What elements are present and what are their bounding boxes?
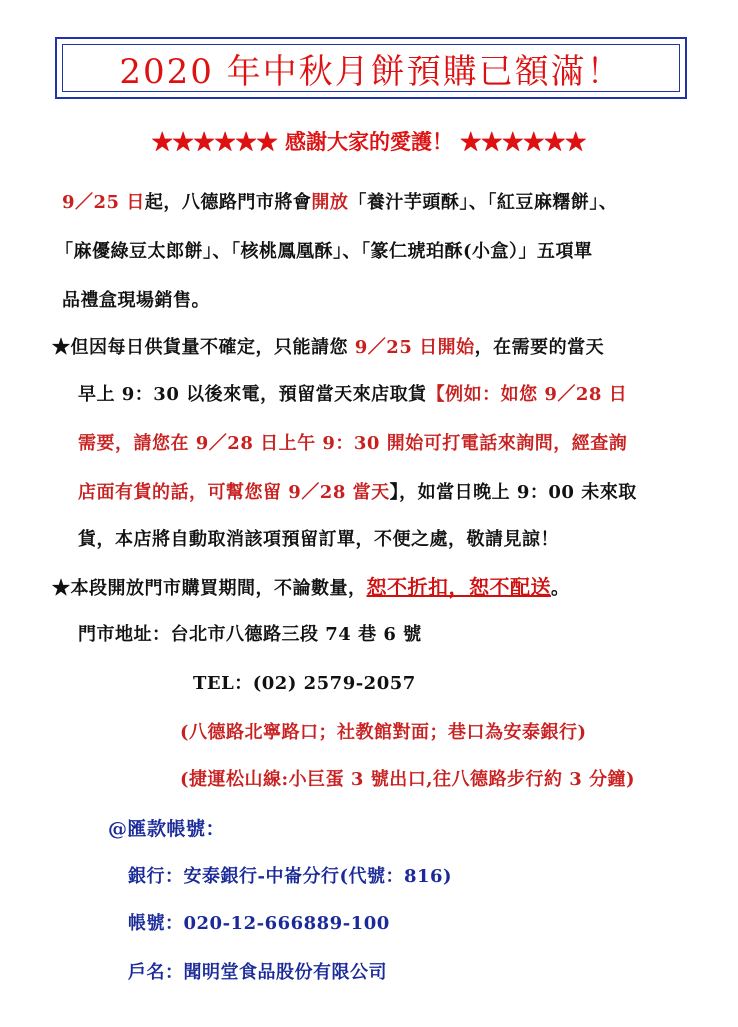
notice2-text: ★本段開放門市購買期間，不論數量，: [52, 578, 367, 599]
notice1-call-time: 早上 9：30 以後來電，預留當天來店取貨: [78, 384, 427, 405]
notice1-date: 9／25 日開始: [354, 337, 475, 358]
notice1-pickup-deadline: 】，如當日晚上 9：00 未來取: [389, 482, 637, 503]
bank-account: 帳號：020-12-666889-100: [128, 913, 390, 934]
notice2-line: [52, 575, 570, 601]
bank-heading: @匯款帳號：: [108, 818, 226, 840]
notice1-line-5: 貨，本店將自動取消該項預留訂單，不便之處，敬請見諒！: [78, 529, 559, 550]
notice1-line-4: [78, 481, 637, 505]
notice1-example-start: 【例如：如您 9／28 日: [426, 384, 628, 405]
intro-open: 開放: [311, 192, 349, 213]
intro-line-1: [62, 191, 617, 215]
bank-holder: 戶名：聞明堂食品股份有限公司: [128, 962, 387, 983]
intro-line-2: 「麻優綠豆太郎餅」、「核桃鳳凰酥」、「篆仁琥珀酥(小盒）」五項單: [55, 241, 593, 262]
notice2-end: 。: [551, 578, 570, 599]
intro-date: 9／25 日: [62, 192, 145, 213]
intro-line-3: 品禮盒現場銷售。: [62, 290, 210, 311]
bank-name: 銀行：安泰銀行-中崙分行(代號：816): [128, 866, 453, 887]
store-address: 門市地址：台北市八德路三段 74 巷 6 號: [78, 624, 422, 645]
store-mrt-directions: (捷運松山線:小巨蛋 3 號出口,往八德路步行約 3 分鐘): [180, 769, 636, 790]
notice1-line-3: 需要，請您在 9／28 日上午 9：30 開始可打電話來詢問，經查詢: [78, 433, 628, 454]
store-tel: TEL：(02) 2579-2057: [193, 673, 416, 694]
notice1-text-a: ★但因每日供貨量不確定，只能請您: [52, 337, 355, 358]
intro-products-1: 「養汁芋頭酥」、「紅豆麻糬餅」、: [348, 192, 618, 213]
thank-you-banner: ★★★★★★ 感謝大家的愛護！ ★★★★★★: [151, 129, 587, 154]
notice2-no-discount: 恕不折扣，恕不配送: [366, 575, 551, 599]
notice1-line-1: [52, 336, 604, 360]
store-landmark: (八德路北寧路口；社教館對面；巷口為安泰銀行): [180, 722, 587, 743]
notice1-text-c: ，在需要的當天: [474, 337, 605, 358]
title-box: [55, 37, 687, 99]
page-title: 2020 年中秋月餅預購已額滿！: [119, 51, 623, 92]
notice1-example-end: 店面有貨的話，可幫您留 9／28 當天: [78, 482, 390, 503]
intro-text-1: 起，八德路門市將會: [144, 192, 312, 213]
notice1-line-2: [78, 383, 627, 407]
